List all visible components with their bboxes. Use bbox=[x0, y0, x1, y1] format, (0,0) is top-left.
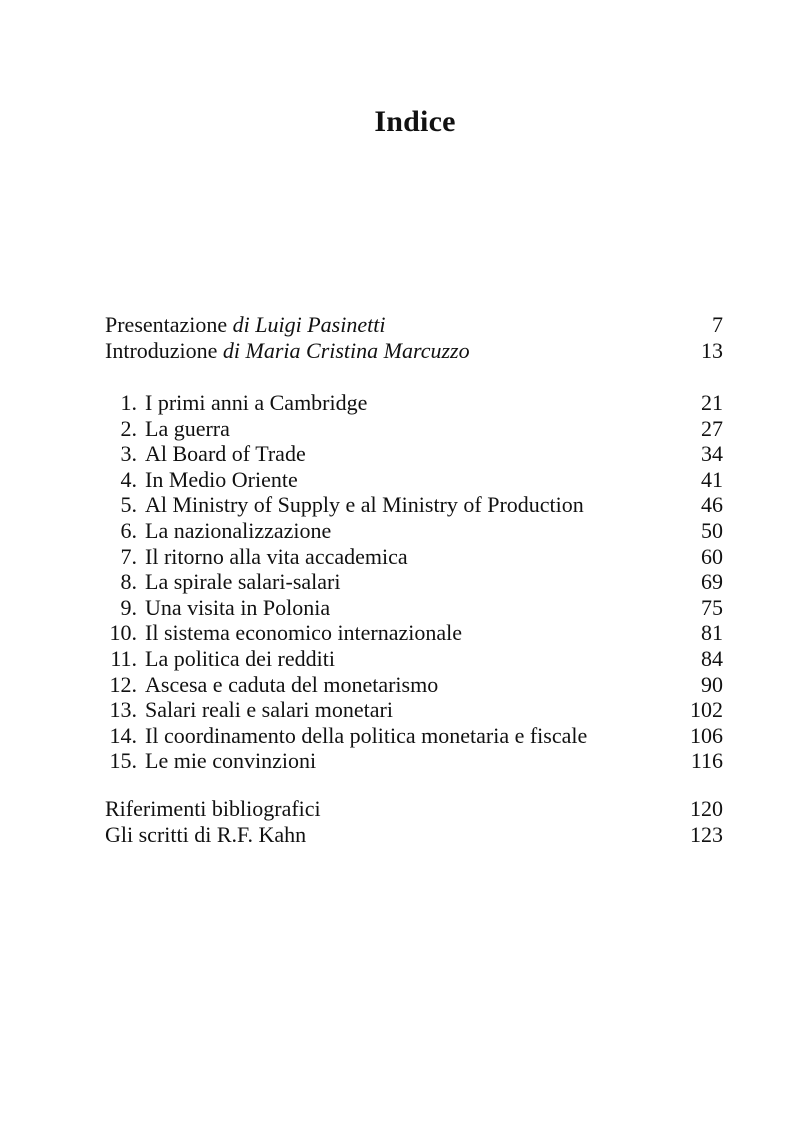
toc-page-number: 21 bbox=[701, 390, 723, 415]
toc-chapter-row bbox=[105, 416, 723, 442]
chapter-number: 4. bbox=[120, 466, 137, 492]
chapter-number: 13. bbox=[109, 697, 137, 723]
chapter-number: 6. bbox=[120, 517, 137, 543]
toc-entry-label: Introduzione bbox=[105, 337, 218, 363]
chapter-number: 9. bbox=[120, 594, 137, 620]
toc-page-number: 41 bbox=[701, 466, 723, 492]
toc-page-number: 50 bbox=[701, 517, 723, 543]
chapter-title: Ascesa e caduta del monetarismo bbox=[145, 671, 439, 697]
toc-entry-author: di Maria Cristina Marcuzzo bbox=[222, 337, 470, 363]
toc-page-number: 81 bbox=[701, 620, 723, 646]
toc-entry-text bbox=[105, 338, 695, 364]
toc-chapter-row bbox=[105, 569, 723, 595]
toc-page-number: 102 bbox=[690, 697, 723, 723]
toc-page-number: 84 bbox=[701, 645, 723, 671]
toc-entry-label: Riferimenti bibliografici bbox=[105, 796, 321, 821]
toc-chapter-row bbox=[105, 646, 723, 672]
chapter-title: La politica dei redditi bbox=[145, 645, 335, 671]
chapter-number: 14. bbox=[109, 722, 137, 748]
toc-chapter-row bbox=[105, 748, 723, 774]
toc-chapter-row bbox=[105, 544, 723, 570]
chapter-title: La spirale salari-salari bbox=[145, 569, 341, 595]
chapter-title: Le mie convinzioni bbox=[145, 748, 317, 774]
chapter-title: In Medio Oriente bbox=[145, 466, 298, 492]
chapter-number: 11. bbox=[110, 645, 137, 671]
toc-chapter-row bbox=[105, 595, 723, 621]
chapter-title: Una visita in Polonia bbox=[145, 594, 331, 620]
toc-page-number: 90 bbox=[701, 671, 723, 697]
toc-page-number: 69 bbox=[701, 569, 723, 595]
toc-page-number: 75 bbox=[701, 594, 723, 620]
toc-chapter-row bbox=[105, 723, 723, 749]
toc-page-number: 60 bbox=[701, 543, 723, 569]
toc-entry-label: Presentazione bbox=[105, 312, 228, 337]
chapter-number: 2. bbox=[120, 415, 137, 441]
toc-chapter-row bbox=[105, 467, 723, 493]
toc-page-number: 120 bbox=[690, 796, 723, 821]
chapter-title: Il sistema economico internazionale bbox=[145, 620, 463, 646]
chapter-title: Il ritorno alla vita accademica bbox=[145, 543, 408, 569]
toc-entry-scritti bbox=[105, 822, 723, 848]
toc-chapter-row bbox=[105, 697, 723, 723]
toc-chapter-row bbox=[105, 492, 723, 518]
toc-page-number: 46 bbox=[701, 492, 723, 518]
toc-chapter-row bbox=[105, 518, 723, 544]
toc-front-matter bbox=[105, 312, 723, 363]
chapter-number: 3. bbox=[120, 441, 137, 467]
toc-chapter-list bbox=[105, 390, 723, 774]
toc-page-number: 106 bbox=[690, 722, 723, 748]
toc-page-number: 27 bbox=[701, 415, 723, 441]
chapter-title: Salari reali e salari monetari bbox=[145, 697, 393, 723]
chapter-title: La guerra bbox=[145, 415, 230, 441]
page-title: Indice bbox=[374, 105, 456, 139]
toc-page-number: 123 bbox=[690, 821, 723, 847]
toc-entry-label: Gli scritti di R.F. Kahn bbox=[105, 821, 307, 847]
toc-chapter-row bbox=[105, 672, 723, 698]
toc-back-matter bbox=[105, 796, 723, 847]
toc-entry-text bbox=[105, 312, 706, 338]
chapter-title: Il coordinamento della politica monetaria e fiscale bbox=[145, 722, 588, 748]
toc-entry-introduzione bbox=[105, 338, 723, 364]
toc-entry-presentazione bbox=[105, 312, 723, 338]
toc-page-number: 7 bbox=[712, 312, 723, 337]
chapter-title: Al Ministry of Supply e al Ministry of Production bbox=[145, 492, 584, 518]
chapter-title: Al Board of Trade bbox=[145, 441, 306, 467]
toc-entry-author: di Luigi Pasinetti bbox=[232, 312, 386, 337]
toc-chapter-row bbox=[105, 441, 723, 467]
chapter-title: I primi anni a Cambridge bbox=[145, 390, 368, 415]
chapter-number: 5. bbox=[120, 492, 137, 518]
toc-page-number: 34 bbox=[701, 441, 723, 467]
toc-chapter-row bbox=[105, 620, 723, 646]
chapter-number: 1. bbox=[120, 390, 137, 415]
chapter-number: 8. bbox=[120, 569, 137, 595]
toc-chapter-row bbox=[105, 390, 723, 416]
chapter-number: 7. bbox=[120, 543, 137, 569]
chapter-number: 10. bbox=[109, 620, 137, 646]
chapter-number: 12. bbox=[109, 671, 137, 697]
toc-page-number: 13 bbox=[701, 337, 723, 363]
chapter-title: La nazionalizzazione bbox=[145, 517, 332, 543]
toc-page-number: 116 bbox=[690, 748, 723, 774]
toc-entry-riferimenti bbox=[105, 796, 723, 822]
chapter-number: 15. bbox=[109, 748, 137, 774]
